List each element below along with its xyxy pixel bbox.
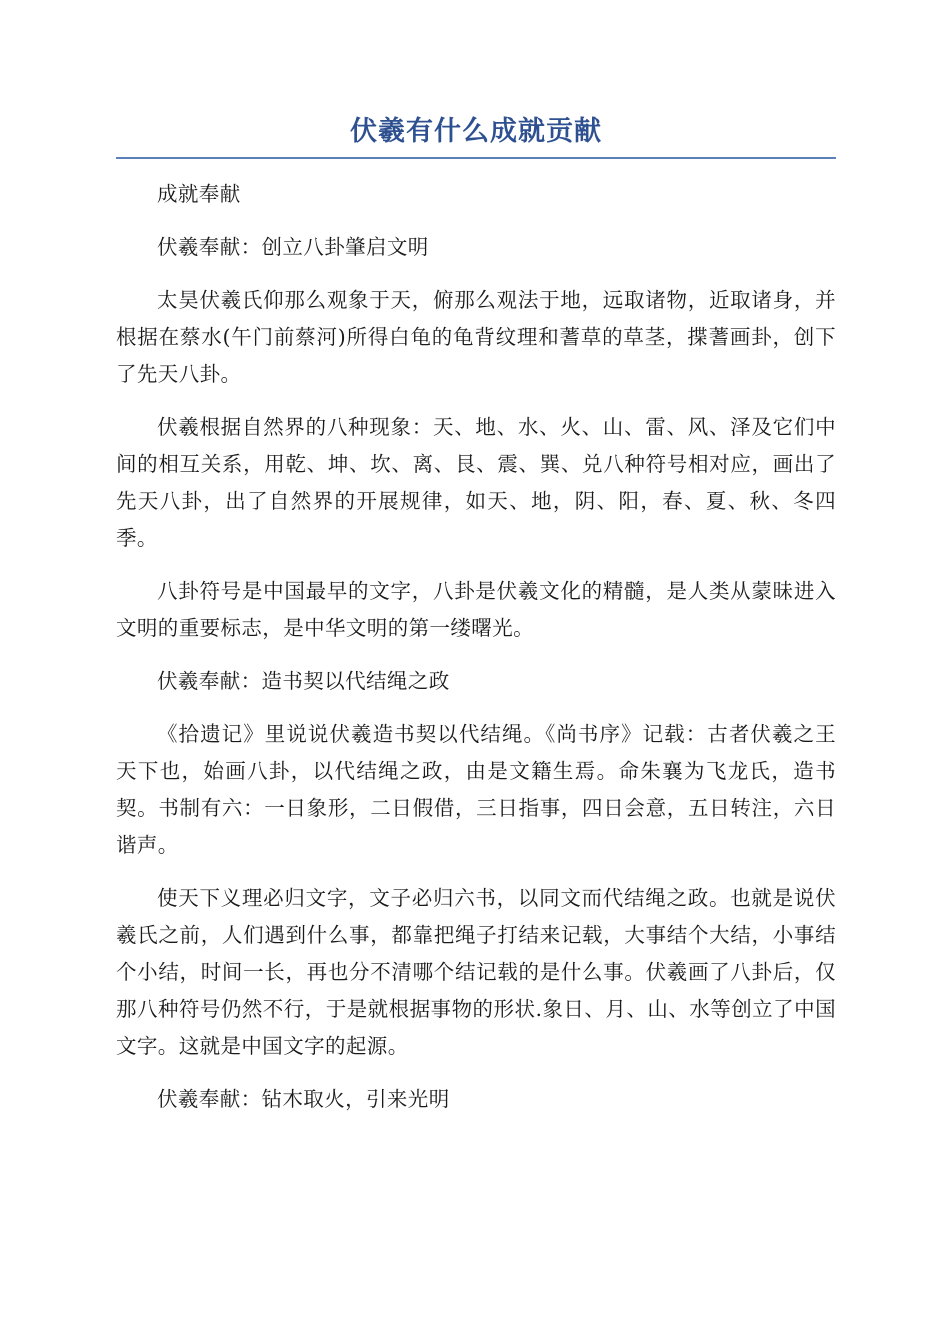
section-heading-achievements: 成就奉献 (157, 182, 241, 206)
section-heading-fire: 伏羲奉献：钻木取火，引来光明 (157, 1087, 450, 1111)
section-heading-writing: 伏羲奉献：造书契以代结绳之政 (157, 669, 450, 693)
document-title: 伏羲有什么成就贡献 (350, 116, 602, 147)
paragraph-eight-phenomena: 伏羲根据自然界的八种现象：天、地、水、火、山、雷、风、泽及它们中间的相互关系，用乾、坤、坎、离、艮、震、巽、兑八种符号相对应，画出了先天八卦，出了自然界的开展规律，如天、地，阴、阳，春、夏、秋、冬四季。 (116, 415, 836, 550)
section-heading-bagua: 伏羲奉献：创立八卦肇启文明 (157, 235, 429, 259)
paragraph-bagua-origin: 太昊伏羲氏仰那么观象于天，俯那么观法于地，远取诸物，近取诸身，并根据在蔡水(午门前蔡河)所得白龟的龟背纹理和蓍草的草茎，揲蓍画卦，创下了先天八卦。 (116, 288, 836, 386)
paragraph-bagua-significance: 八卦符号是中国最早的文字，八卦是伏羲文化的精髓，是人类从蒙昧进入文明的重要标志，是中华文明的第一缕曙光。 (116, 579, 836, 640)
document-body (116, 176, 836, 1118)
title-underline (116, 157, 836, 159)
document-page (116, 0, 836, 1134)
paragraph-shiyiji: 《拾遗记》里说说伏羲造书契以代结绳。《尚书序》记载：古者伏羲之王天下也，始画八卦，以代结绳之政，由是文籍生焉。命朱襄为飞龙氏，造书契。书制有六：一日象形，二日假借，三日指事，四日会意，五日转注，六日谐声。 (116, 722, 836, 857)
paragraph-origin-of-writing: 使天下义理必归文字，文子必归六书，以同文而代结绳之政。也就是说伏羲氏之前，人们遇到什么事，都靠把绳子打结来记载，大事结个大结，小事结个小结，时间一长，再也分不清哪个结记载的是什么事。伏羲画了八卦后，仅那八种符号仍然不行，于是就根据事物的形状.象日、月、山、水等创立了中国文字。这就是中国文字的起源。 (116, 886, 836, 1058)
